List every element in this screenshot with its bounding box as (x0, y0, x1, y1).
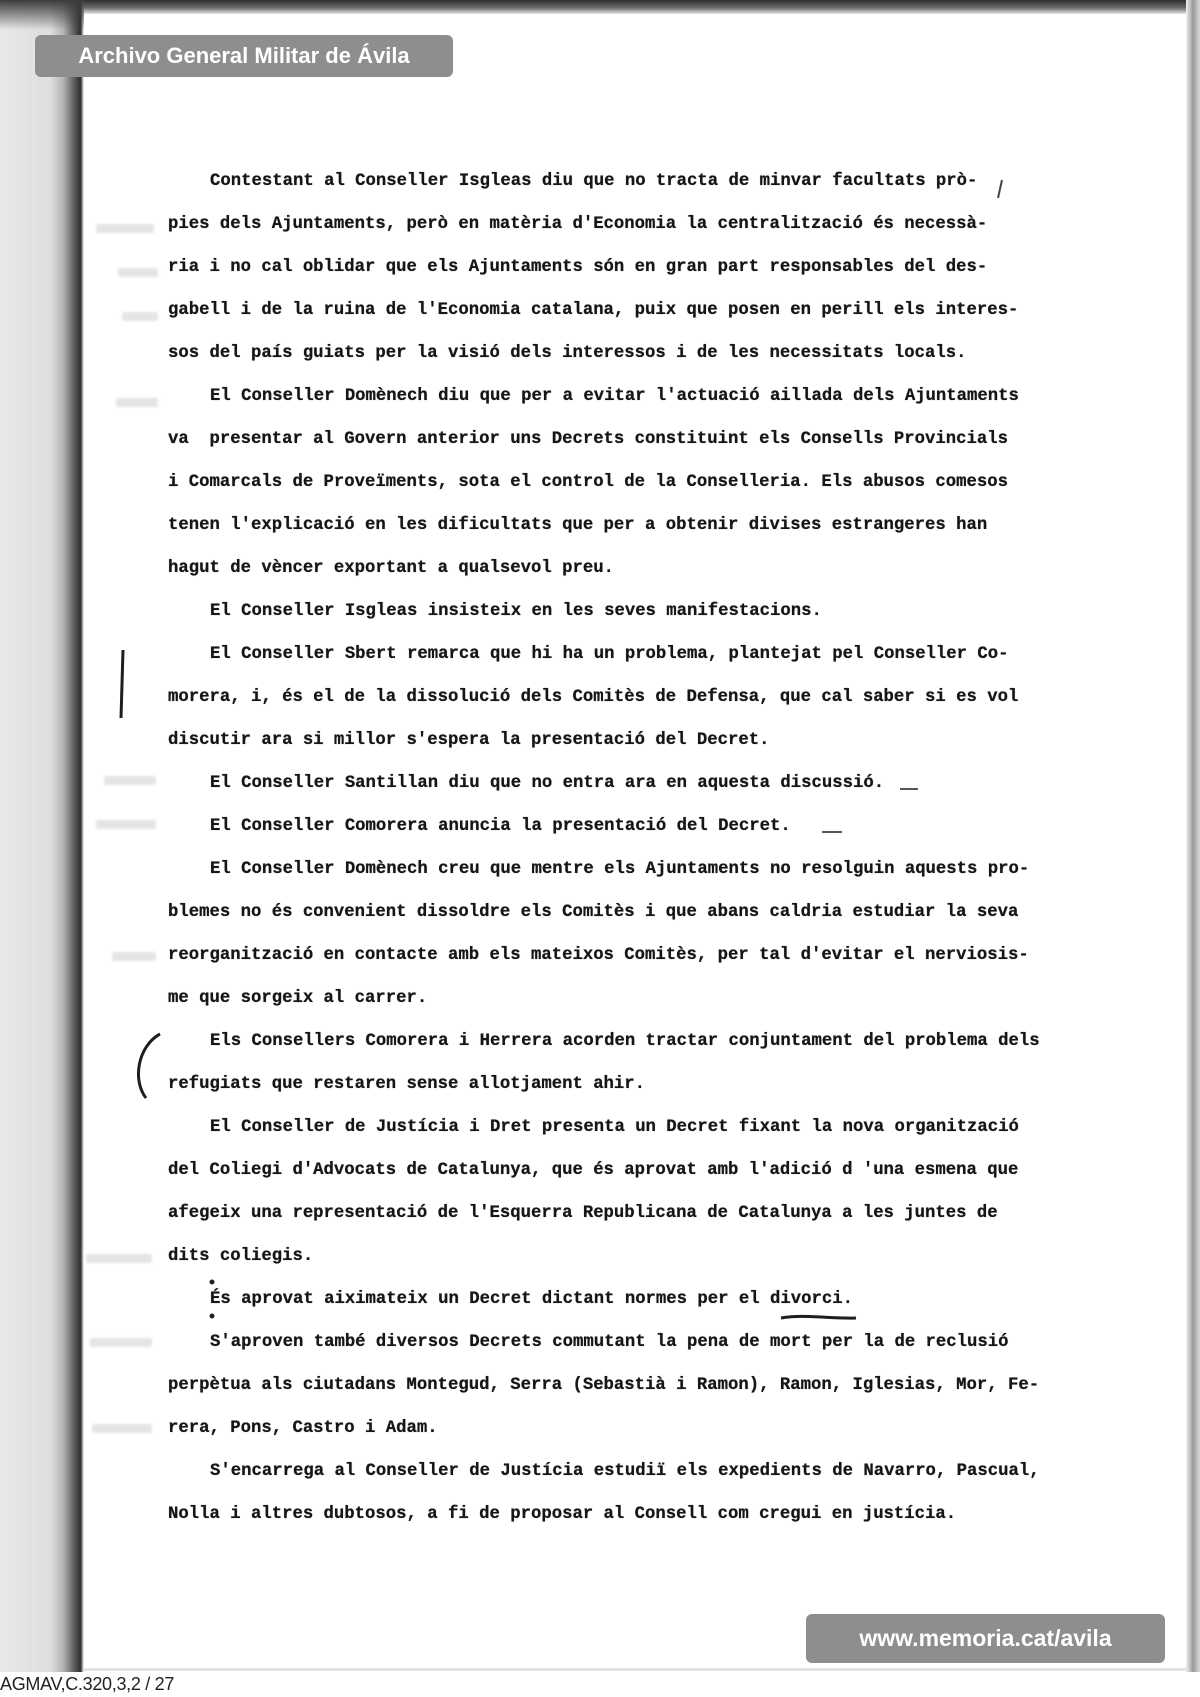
paragraph (168, 160, 1068, 375)
paragraph (168, 590, 1068, 633)
text-line: refugiats que restaren sense allotjament ahir. (168, 1075, 646, 1094)
text-line: ria i no cal oblidar que els Ajuntaments són en gran part responsables del des- (168, 258, 988, 277)
text-line: tenen l'explicació en les dificultats que per a obtenir divises estrangeres han (168, 516, 988, 535)
paragraph (168, 805, 1068, 848)
paragraph (168, 1106, 1068, 1278)
text-line: El Conseller Isgleas insisteix en les seves manifestacions. (210, 602, 822, 621)
margin-vertical-line (121, 650, 123, 718)
text-line: me que sorgeix al carrer. (168, 989, 428, 1008)
archive-label-badge: Archivo General Militar de Ávila (35, 35, 453, 77)
text-line: va presentar al Govern anterior uns Decrets constituint els Consells Provincials (168, 430, 1009, 449)
paragraph (168, 1321, 1068, 1450)
text-line: El Conseller Domènech diu que per a evitar l'actuació aillada dels Ajuntaments (210, 387, 1019, 406)
text-line: dits coliegis. (168, 1247, 314, 1266)
text-line: El Conseller Santillan diu que no entra ara en aquesta discussió. (210, 774, 885, 793)
text-line: S'encarrega al Conseller de Justícia estudiï els expedients de Navarro, Pascual, (210, 1462, 1040, 1481)
text-line: del Coliegi d'Advocats de Catalunya, que és aprovat amb l'adició d 'una esmena que (168, 1161, 1019, 1180)
paragraph (168, 1020, 1068, 1106)
text-line: blemes no és convenient dissoldre els Comitès i que abans caldria estudiar la seva (168, 903, 1019, 922)
margin-bracket (138, 1034, 160, 1098)
paragraph (168, 633, 1068, 762)
text-line: afegeix una representació de l'Esquerra Republicana de Catalunya a les juntes de (168, 1204, 998, 1223)
text-line: reorganització en contacte amb els mateixos Comitès, per tal d'evitar el nerviosis- (168, 946, 1029, 965)
text-line: perpètua als ciutadans Montegud, Serra (Sebastià i Ramon), Ramon, Iglesias, Mor, Fe- (168, 1376, 1040, 1395)
text-line: El Conseller Comorera anuncia la presentació del Decret. (210, 817, 791, 836)
paragraph (168, 848, 1068, 1020)
text-line: morera, i, és el de la dissolució dels Comitès de Defensa, que cal saber si es vol (168, 688, 1019, 707)
text-line: El Conseller Sbert remarca que hi ha un problema, plantejat pel Conseller Co- (210, 645, 1009, 664)
text-line: sos del país guiats per la visió dels interessos i de les necessitats locals. (168, 344, 967, 363)
text-line: Nolla i altres dubtosos, a fi de proposar al Consell com cregui en justícia. (168, 1505, 957, 1524)
text-line: gabell i de la ruina de l'Economia catalana, puix que posen en perill els interes- (168, 301, 1019, 320)
website-badge: www.memoria.cat/avila (806, 1614, 1165, 1663)
text-line: i Comarcals de Proveïments, sota el control de la Conselleria. Els abusos comesos (168, 473, 1009, 492)
text-line: hagut de vèncer exportant a qualsevol preu. (168, 559, 614, 578)
paragraph (168, 1450, 1068, 1536)
text-line: És aprovat aiximateix un Decret dictant normes per el divorci. (210, 1290, 853, 1309)
text-line: rera, Pons, Castro i Adam. (168, 1419, 438, 1438)
typewritten-text (168, 160, 1068, 1536)
paragraph (168, 1278, 1068, 1321)
text-line: discutir ara si millor s'espera la presentació del Decret. (168, 731, 770, 750)
paragraph (168, 375, 1068, 590)
paragraph (168, 762, 1068, 805)
text-line: Els Consellers Comorera i Herrera acorden tractar conjuntament del problema dels (210, 1032, 1040, 1051)
archive-reference: AGMAV,C.320,3,2 / 27 (0, 1674, 175, 1694)
text-line: pies dels Ajuntaments, però en matèria d'Economia la centralització és necessà- (168, 215, 988, 234)
text-line: El Conseller Domènech creu que mentre els Ajuntaments no resolguin aquests pro- (210, 860, 1030, 879)
text-line: El Conseller de Justícia i Dret presenta un Decret fixant la nova organització (210, 1118, 1019, 1137)
text-line: S'aproven també diversos Decrets commutant la pena de mort per la de reclusió (210, 1333, 1009, 1352)
text-line: Contestant al Conseller Isgleas diu que no tracta de minvar facultats prò- (210, 172, 978, 191)
